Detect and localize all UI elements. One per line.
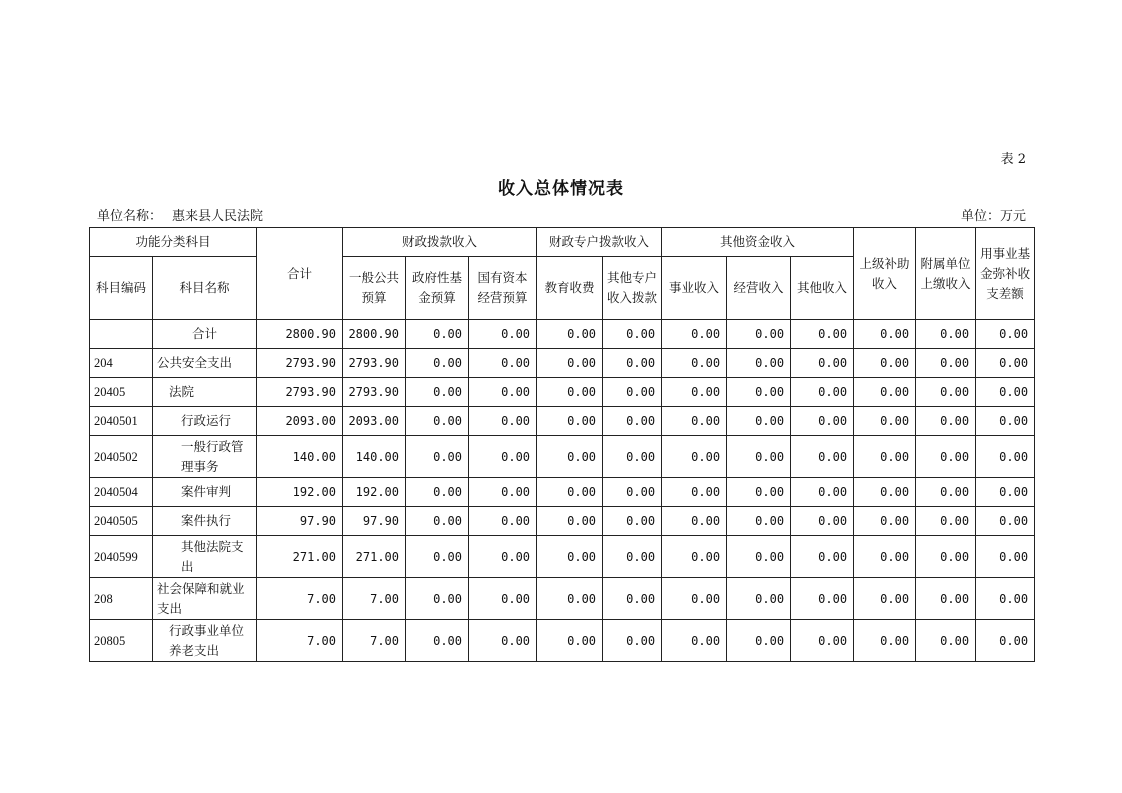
row-value: 0.00 — [662, 320, 727, 349]
table-row — [90, 436, 1035, 478]
unit-name-label: 单位名称： — [97, 209, 163, 224]
row-value: 0.00 — [916, 436, 976, 478]
row-value: 0.00 — [791, 478, 854, 507]
row-value: 0.00 — [791, 578, 854, 620]
row-value: 7.00 — [257, 578, 343, 620]
row-value: 0.00 — [406, 478, 469, 507]
header-reserve: 用事业基金弥补收支差额 — [976, 228, 1035, 320]
row-value: 0.00 — [854, 478, 916, 507]
row-value: 0.00 — [791, 407, 854, 436]
row-value: 0.00 — [469, 407, 537, 436]
row-code: 2040502 — [90, 436, 153, 478]
row-value: 0.00 — [916, 578, 976, 620]
row-value: 0.00 — [603, 378, 662, 407]
row-value: 0.00 — [916, 536, 976, 578]
row-value: 2800.90 — [257, 320, 343, 349]
row-code — [90, 320, 153, 349]
row-name: 公共安全支出 — [153, 349, 257, 378]
row-value: 271.00 — [343, 536, 406, 578]
row-value: 2793.90 — [343, 349, 406, 378]
row-value: 0.00 — [603, 407, 662, 436]
row-value: 140.00 — [343, 436, 406, 478]
row-value: 0.00 — [469, 478, 537, 507]
row-value: 0.00 — [469, 536, 537, 578]
row-code: 20805 — [90, 620, 153, 662]
row-value: 0.00 — [976, 320, 1035, 349]
row-value: 0.00 — [976, 349, 1035, 378]
row-value: 140.00 — [257, 436, 343, 478]
row-value: 0.00 — [603, 478, 662, 507]
row-value: 0.00 — [916, 478, 976, 507]
row-value: 0.00 — [406, 349, 469, 378]
row-value: 0.00 — [469, 320, 537, 349]
row-value: 0.00 — [916, 378, 976, 407]
header-other-special: 其他专户收入拨款 — [603, 257, 662, 320]
row-value: 0.00 — [662, 407, 727, 436]
row-value: 0.00 — [727, 378, 791, 407]
header-state-capital: 国有资本经营预算 — [469, 257, 537, 320]
header-code: 科目编码 — [90, 257, 153, 320]
row-value: 0.00 — [791, 620, 854, 662]
row-value: 0.00 — [976, 378, 1035, 407]
table-row — [90, 349, 1035, 378]
row-value: 0.00 — [916, 620, 976, 662]
row-value: 0.00 — [727, 620, 791, 662]
row-value: 0.00 — [976, 478, 1035, 507]
row-value: 192.00 — [257, 478, 343, 507]
row-value: 0.00 — [537, 378, 603, 407]
row-value: 0.00 — [603, 349, 662, 378]
row-name: 一般行政管理事务 — [153, 436, 257, 478]
row-value: 0.00 — [727, 578, 791, 620]
row-value: 7.00 — [343, 578, 406, 620]
table-row — [90, 536, 1035, 578]
row-value: 0.00 — [406, 378, 469, 407]
row-code: 2040505 — [90, 507, 153, 536]
row-code: 2040504 — [90, 478, 153, 507]
row-name: 合计 — [153, 320, 257, 349]
currency-unit: 单位：万元 — [960, 209, 1026, 224]
table-row — [90, 478, 1035, 507]
row-name: 社会保障和就业支出 — [153, 578, 257, 620]
row-value: 0.00 — [727, 320, 791, 349]
row-value: 97.90 — [257, 507, 343, 536]
header-total: 合计 — [257, 228, 343, 320]
row-value: 0.00 — [537, 620, 603, 662]
row-value: 0.00 — [469, 436, 537, 478]
row-value: 0.00 — [916, 407, 976, 436]
row-code: 208 — [90, 578, 153, 620]
row-value: 0.00 — [537, 578, 603, 620]
row-value: 0.00 — [406, 620, 469, 662]
table-row — [90, 578, 1035, 620]
row-value: 0.00 — [976, 578, 1035, 620]
header-operating-income: 经营收入 — [727, 257, 791, 320]
row-value: 7.00 — [343, 620, 406, 662]
row-value: 0.00 — [537, 320, 603, 349]
row-name: 案件审判 — [153, 478, 257, 507]
row-value: 0.00 — [916, 349, 976, 378]
row-value: 0.00 — [854, 436, 916, 478]
page-title: 收入总体情况表 — [498, 179, 624, 199]
row-value: 2793.90 — [257, 349, 343, 378]
row-value: 0.00 — [537, 349, 603, 378]
row-value: 0.00 — [537, 536, 603, 578]
row-value: 0.00 — [791, 436, 854, 478]
row-value: 0.00 — [662, 349, 727, 378]
row-name: 行政运行 — [153, 407, 257, 436]
row-value: 97.90 — [343, 507, 406, 536]
header-func-group: 功能分类科目 — [90, 228, 257, 257]
row-name: 其他法院支出 — [153, 536, 257, 578]
row-value: 0.00 — [537, 436, 603, 478]
header-special-group: 财政专户拨款收入 — [537, 228, 662, 257]
row-value: 0.00 — [854, 578, 916, 620]
row-value: 0.00 — [603, 536, 662, 578]
row-value: 7.00 — [257, 620, 343, 662]
row-value: 0.00 — [854, 349, 916, 378]
row-value: 0.00 — [662, 536, 727, 578]
row-value: 0.00 — [662, 436, 727, 478]
row-value: 0.00 — [537, 407, 603, 436]
header-gov-fund: 政府性基金预算 — [406, 257, 469, 320]
row-value: 0.00 — [854, 620, 916, 662]
header-affiliated: 附属单位上缴收入 — [916, 228, 976, 320]
row-value: 0.00 — [406, 407, 469, 436]
row-value: 0.00 — [727, 507, 791, 536]
row-value: 2093.00 — [343, 407, 406, 436]
row-value: 0.00 — [406, 507, 469, 536]
row-value: 0.00 — [976, 507, 1035, 536]
row-value: 0.00 — [662, 620, 727, 662]
unit-name-value: 惠来县人民法院 — [172, 209, 264, 224]
row-value: 0.00 — [406, 320, 469, 349]
row-value: 0.00 — [603, 436, 662, 478]
row-value: 0.00 — [662, 478, 727, 507]
row-value: 0.00 — [537, 478, 603, 507]
row-value: 0.00 — [854, 320, 916, 349]
row-value: 0.00 — [854, 378, 916, 407]
table-row — [90, 620, 1035, 662]
row-value: 0.00 — [603, 620, 662, 662]
row-code: 20405 — [90, 378, 153, 407]
row-value: 0.00 — [406, 578, 469, 620]
row-value: 0.00 — [727, 536, 791, 578]
row-value: 271.00 — [257, 536, 343, 578]
row-value: 2793.90 — [343, 378, 406, 407]
row-value: 0.00 — [976, 436, 1035, 478]
row-code: 2040599 — [90, 536, 153, 578]
header-edu-fee: 教育收费 — [537, 257, 603, 320]
row-value: 2793.90 — [257, 378, 343, 407]
header-fiscal-group: 财政拨款收入 — [343, 228, 537, 257]
row-name: 法院 — [153, 378, 257, 407]
row-value: 2800.90 — [343, 320, 406, 349]
row-code: 204 — [90, 349, 153, 378]
row-value: 0.00 — [791, 349, 854, 378]
row-value: 0.00 — [603, 320, 662, 349]
row-code: 2040501 — [90, 407, 153, 436]
table-body — [90, 320, 1035, 662]
row-value: 0.00 — [406, 536, 469, 578]
table-number: 表 2 — [1000, 152, 1026, 167]
row-value: 0.00 — [916, 507, 976, 536]
row-value: 192.00 — [343, 478, 406, 507]
row-value: 0.00 — [976, 536, 1035, 578]
row-value: 0.00 — [469, 620, 537, 662]
table-row — [90, 378, 1035, 407]
table-row — [90, 507, 1035, 536]
row-value: 0.00 — [976, 620, 1035, 662]
header-other-group: 其他资金收入 — [662, 228, 854, 257]
row-name: 行政事业单位养老支出 — [153, 620, 257, 662]
row-value: 0.00 — [469, 378, 537, 407]
row-value: 0.00 — [791, 320, 854, 349]
header-name: 科目名称 — [153, 257, 257, 320]
row-value: 0.00 — [791, 378, 854, 407]
row-value: 0.00 — [854, 407, 916, 436]
row-value: 0.00 — [469, 349, 537, 378]
row-value: 2093.00 — [257, 407, 343, 436]
row-value: 0.00 — [791, 536, 854, 578]
header-business-income: 事业收入 — [662, 257, 727, 320]
row-value: 0.00 — [469, 507, 537, 536]
row-value: 0.00 — [603, 507, 662, 536]
row-value: 0.00 — [854, 507, 916, 536]
row-value: 0.00 — [916, 320, 976, 349]
row-value: 0.00 — [727, 407, 791, 436]
header-higher-subsidy: 上级补助收入 — [854, 228, 916, 320]
row-value: 0.00 — [406, 436, 469, 478]
row-value: 0.00 — [727, 436, 791, 478]
unit-name — [97, 205, 263, 224]
row-value: 0.00 — [662, 578, 727, 620]
row-value: 0.00 — [662, 507, 727, 536]
row-value: 0.00 — [537, 507, 603, 536]
header-general-budget: 一般公共预算 — [343, 257, 406, 320]
row-value: 0.00 — [662, 378, 727, 407]
row-value: 0.00 — [791, 507, 854, 536]
row-value: 0.00 — [727, 349, 791, 378]
row-value: 0.00 — [854, 536, 916, 578]
row-value: 0.00 — [727, 478, 791, 507]
income-table — [89, 227, 1035, 662]
table-row — [90, 407, 1035, 436]
row-value: 0.00 — [603, 578, 662, 620]
row-name: 案件执行 — [153, 507, 257, 536]
row-value: 0.00 — [976, 407, 1035, 436]
row-value: 0.00 — [469, 578, 537, 620]
header-other-income: 其他收入 — [791, 257, 854, 320]
table-row — [90, 320, 1035, 349]
